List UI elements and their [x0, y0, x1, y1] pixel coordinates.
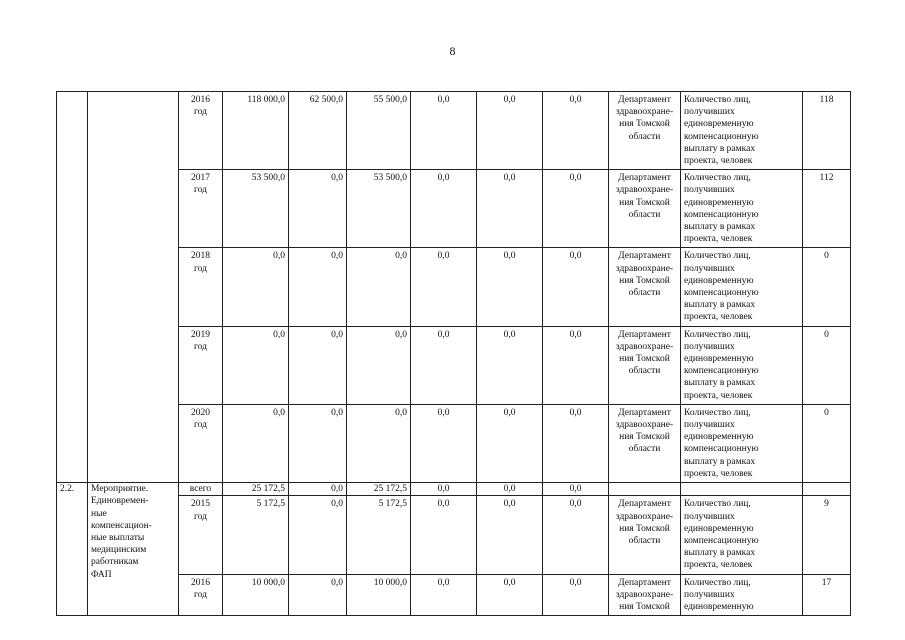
- department-line: Департамент: [618, 577, 671, 588]
- item-title-cell: [88, 92, 179, 483]
- department-line: ния Томской: [619, 275, 670, 286]
- year-text: год: [194, 341, 207, 352]
- amount-cell: 0,0: [543, 92, 609, 170]
- indicator-line: компенсационную: [684, 131, 759, 142]
- year-cell: [179, 92, 223, 170]
- item-title-cell: [88, 483, 179, 616]
- year-text: 2015: [191, 499, 210, 510]
- indicator-cell: [681, 326, 803, 404]
- indicator-line: единовременную: [684, 523, 754, 534]
- indicator-line: получивших: [684, 341, 735, 352]
- year-cell: [179, 326, 223, 404]
- indicator-line: единовременную: [684, 275, 754, 286]
- department-line: ния Томской: [619, 197, 670, 208]
- indicator-line: компенсационную: [684, 366, 759, 377]
- item-number-cell: 2.2.: [57, 483, 88, 616]
- value-cell: 17: [803, 574, 851, 616]
- department-cell: [609, 92, 681, 170]
- department-line: области: [628, 209, 661, 220]
- year-cell: [179, 248, 223, 326]
- total-cell: 0,0: [223, 326, 289, 404]
- indicator-line: единовременную: [684, 354, 754, 365]
- amount-cell: 0,0: [477, 496, 543, 574]
- year-text: 2016: [191, 95, 210, 105]
- department-line: здравоохране-: [615, 511, 674, 522]
- department-line: здравоохране-: [615, 107, 674, 118]
- amount-cell: 0,0: [289, 326, 347, 404]
- indicator-line: получивших: [684, 420, 735, 431]
- year-text: год: [194, 107, 207, 118]
- amount-cell: 0,0: [543, 483, 609, 496]
- indicator-line: единовременную: [684, 601, 754, 612]
- amount-cell: 0,0: [543, 326, 609, 404]
- department-cell: [609, 326, 681, 404]
- amount-cell: 55 500,0: [347, 92, 411, 170]
- value-cell: 118: [803, 92, 851, 170]
- indicator-line: проекта, человек: [684, 156, 753, 167]
- year-text: год: [194, 589, 207, 600]
- amount-cell: 0,0: [477, 483, 543, 496]
- amount-cell: 0,0: [477, 92, 543, 170]
- indicator-line: Количество лиц,: [684, 251, 751, 262]
- amount-cell: 25 172,5: [347, 483, 411, 496]
- indicator-line: Количество лиц,: [684, 499, 751, 510]
- amount-cell: 0,0: [289, 496, 347, 574]
- amount-cell: 0,0: [411, 170, 477, 248]
- indicator-line: выплату в рамках: [684, 143, 756, 154]
- indicator-line: получивших: [684, 589, 735, 600]
- indicator-line: проекта, человек: [684, 234, 753, 245]
- item-title-line: Мероприятие.: [91, 484, 149, 495]
- indicator-line: Количество лиц,: [684, 577, 751, 588]
- indicator-cell: [681, 248, 803, 326]
- indicator-line: Количество лиц,: [684, 173, 751, 184]
- year-text: всего: [189, 484, 212, 495]
- indicator-line: проекта, человек: [684, 312, 753, 323]
- item-title-line: работникам: [91, 557, 139, 568]
- indicator-line: выплату в рамках: [684, 378, 756, 389]
- department-line: Департамент: [618, 407, 671, 418]
- indicator-line: компенсационную: [684, 444, 759, 455]
- department-line: Департамент: [618, 95, 671, 105]
- amount-cell: 0,0: [411, 326, 477, 404]
- indicator-line: выплату в рамках: [684, 300, 756, 311]
- indicator-cell: [681, 170, 803, 248]
- program-table: [56, 91, 851, 616]
- year-text: год: [194, 185, 207, 196]
- indicator-cell: [681, 483, 803, 496]
- indicator-line: проекта, человек: [684, 560, 753, 571]
- amount-cell: 0,0: [543, 574, 609, 616]
- table-row: [57, 92, 851, 170]
- department-cell: [609, 170, 681, 248]
- department-line: области: [628, 366, 661, 377]
- department-cell: [609, 248, 681, 326]
- indicator-line: Количество лиц,: [684, 95, 751, 105]
- indicator-line: компенсационную: [684, 288, 759, 299]
- total-cell: 118 000,0: [223, 92, 289, 170]
- item-title-line: ные: [91, 508, 107, 519]
- page-number: 8: [449, 44, 456, 58]
- indicator-line: получивших: [684, 185, 735, 196]
- indicator-cell: [681, 92, 803, 170]
- amount-cell: 0,0: [411, 574, 477, 616]
- department-cell: [609, 483, 681, 496]
- year-cell: [179, 404, 223, 482]
- amount-cell: 0,0: [543, 248, 609, 326]
- year-text: год: [194, 420, 207, 431]
- indicator-line: выплату в рамках: [684, 222, 756, 233]
- indicator-line: проекта, человек: [684, 468, 753, 479]
- value-cell: 0: [803, 248, 851, 326]
- indicator-cell: [681, 574, 803, 616]
- indicator-line: проекта, человек: [684, 390, 753, 401]
- value-cell: 0: [803, 404, 851, 482]
- amount-cell: 0,0: [347, 248, 411, 326]
- year-cell: [179, 496, 223, 574]
- department-line: здравоохране-: [615, 420, 674, 431]
- department-cell: [609, 496, 681, 574]
- department-line: здравоохране-: [615, 341, 674, 352]
- department-line: области: [628, 535, 661, 546]
- total-cell: 0,0: [223, 404, 289, 482]
- item-title-line: ФАП: [91, 569, 112, 580]
- department-line: Департамент: [618, 499, 671, 510]
- indicator-line: Количество лиц,: [684, 329, 751, 340]
- indicator-line: единовременную: [684, 197, 754, 208]
- year-cell: [179, 483, 223, 496]
- indicator-line: получивших: [684, 263, 735, 274]
- year-cell: [179, 170, 223, 248]
- item-title-line: ные выплаты: [91, 532, 145, 543]
- amount-cell: 0,0: [411, 248, 477, 326]
- department-line: Департамент: [618, 329, 671, 340]
- department-line: области: [628, 131, 661, 142]
- item-title-line: Единовремен-: [91, 496, 149, 507]
- amount-cell: 0,0: [289, 574, 347, 616]
- department-line: ния Томской: [619, 601, 670, 612]
- indicator-line: выплату в рамках: [684, 456, 756, 467]
- year-text: 2020: [191, 407, 210, 418]
- amount-cell: 0,0: [411, 496, 477, 574]
- indicator-cell: [681, 404, 803, 482]
- indicator-line: Количество лиц,: [684, 407, 751, 418]
- total-cell: 10 000,0: [223, 574, 289, 616]
- department-line: ния Томской: [619, 432, 670, 443]
- department-line: ния Томской: [619, 119, 670, 130]
- amount-cell: 0,0: [411, 92, 477, 170]
- total-cell: 25 172,5: [223, 483, 289, 496]
- department-cell: [609, 574, 681, 616]
- indicator-line: единовременную: [684, 119, 754, 130]
- total-cell: 53 500,0: [223, 170, 289, 248]
- table-body: [57, 92, 851, 616]
- indicator-cell: [681, 496, 803, 574]
- indicator-line: получивших: [684, 511, 735, 522]
- value-cell: [803, 483, 851, 496]
- value-cell: 9: [803, 496, 851, 574]
- department-line: области: [628, 444, 661, 455]
- amount-cell: 0,0: [289, 170, 347, 248]
- item-number-cell: [57, 92, 88, 483]
- amount-cell: 0,0: [477, 404, 543, 482]
- amount-cell: 0,0: [411, 404, 477, 482]
- department-line: ния Томской: [619, 354, 670, 365]
- amount-cell: 5 172,5: [347, 496, 411, 574]
- department-line: ния Томской: [619, 523, 670, 534]
- value-cell: 112: [803, 170, 851, 248]
- department-line: Департамент: [618, 173, 671, 184]
- amount-cell: 0,0: [347, 404, 411, 482]
- amount-cell: 53 500,0: [347, 170, 411, 248]
- year-text: год: [194, 511, 207, 522]
- amount-cell: 0,0: [289, 404, 347, 482]
- amount-cell: 62 500,0: [289, 92, 347, 170]
- department-line: здравоохране-: [615, 263, 674, 274]
- indicator-line: компенсационную: [684, 209, 759, 220]
- value-cell: 0: [803, 326, 851, 404]
- amount-cell: 0,0: [477, 170, 543, 248]
- item-title-line: медицинским: [91, 545, 147, 556]
- amount-cell: 0,0: [543, 170, 609, 248]
- amount-cell: 0,0: [477, 248, 543, 326]
- amount-cell: 10 000,0: [347, 574, 411, 616]
- indicator-line: выплату в рамках: [684, 548, 756, 559]
- amount-cell: 0,0: [289, 248, 347, 326]
- total-cell: 5 172,5: [223, 496, 289, 574]
- year-text: 2017: [191, 173, 210, 184]
- indicator-line: единовременную: [684, 432, 754, 443]
- department-line: здравоохране-: [615, 589, 674, 600]
- amount-cell: 0,0: [347, 326, 411, 404]
- amount-cell: 0,0: [543, 404, 609, 482]
- total-cell: 0,0: [223, 248, 289, 326]
- year-text: год: [194, 263, 207, 274]
- indicator-line: компенсационную: [684, 535, 759, 546]
- year-text: 2016: [191, 577, 210, 588]
- amount-cell: 0,0: [543, 496, 609, 574]
- table-row: [57, 483, 851, 496]
- department-line: здравоохране-: [615, 185, 674, 196]
- year-text: 2019: [191, 329, 210, 340]
- amount-cell: 0,0: [289, 483, 347, 496]
- year-text: 2018: [191, 251, 210, 262]
- department-cell: [609, 404, 681, 482]
- amount-cell: 0,0: [477, 574, 543, 616]
- year-cell: [179, 574, 223, 616]
- amount-cell: 0,0: [477, 326, 543, 404]
- indicator-line: получивших: [684, 107, 735, 118]
- department-line: области: [628, 288, 661, 299]
- item-title-line: компенсацион-: [91, 520, 152, 531]
- department-line: Департамент: [618, 251, 671, 262]
- amount-cell: 0,0: [411, 483, 477, 496]
